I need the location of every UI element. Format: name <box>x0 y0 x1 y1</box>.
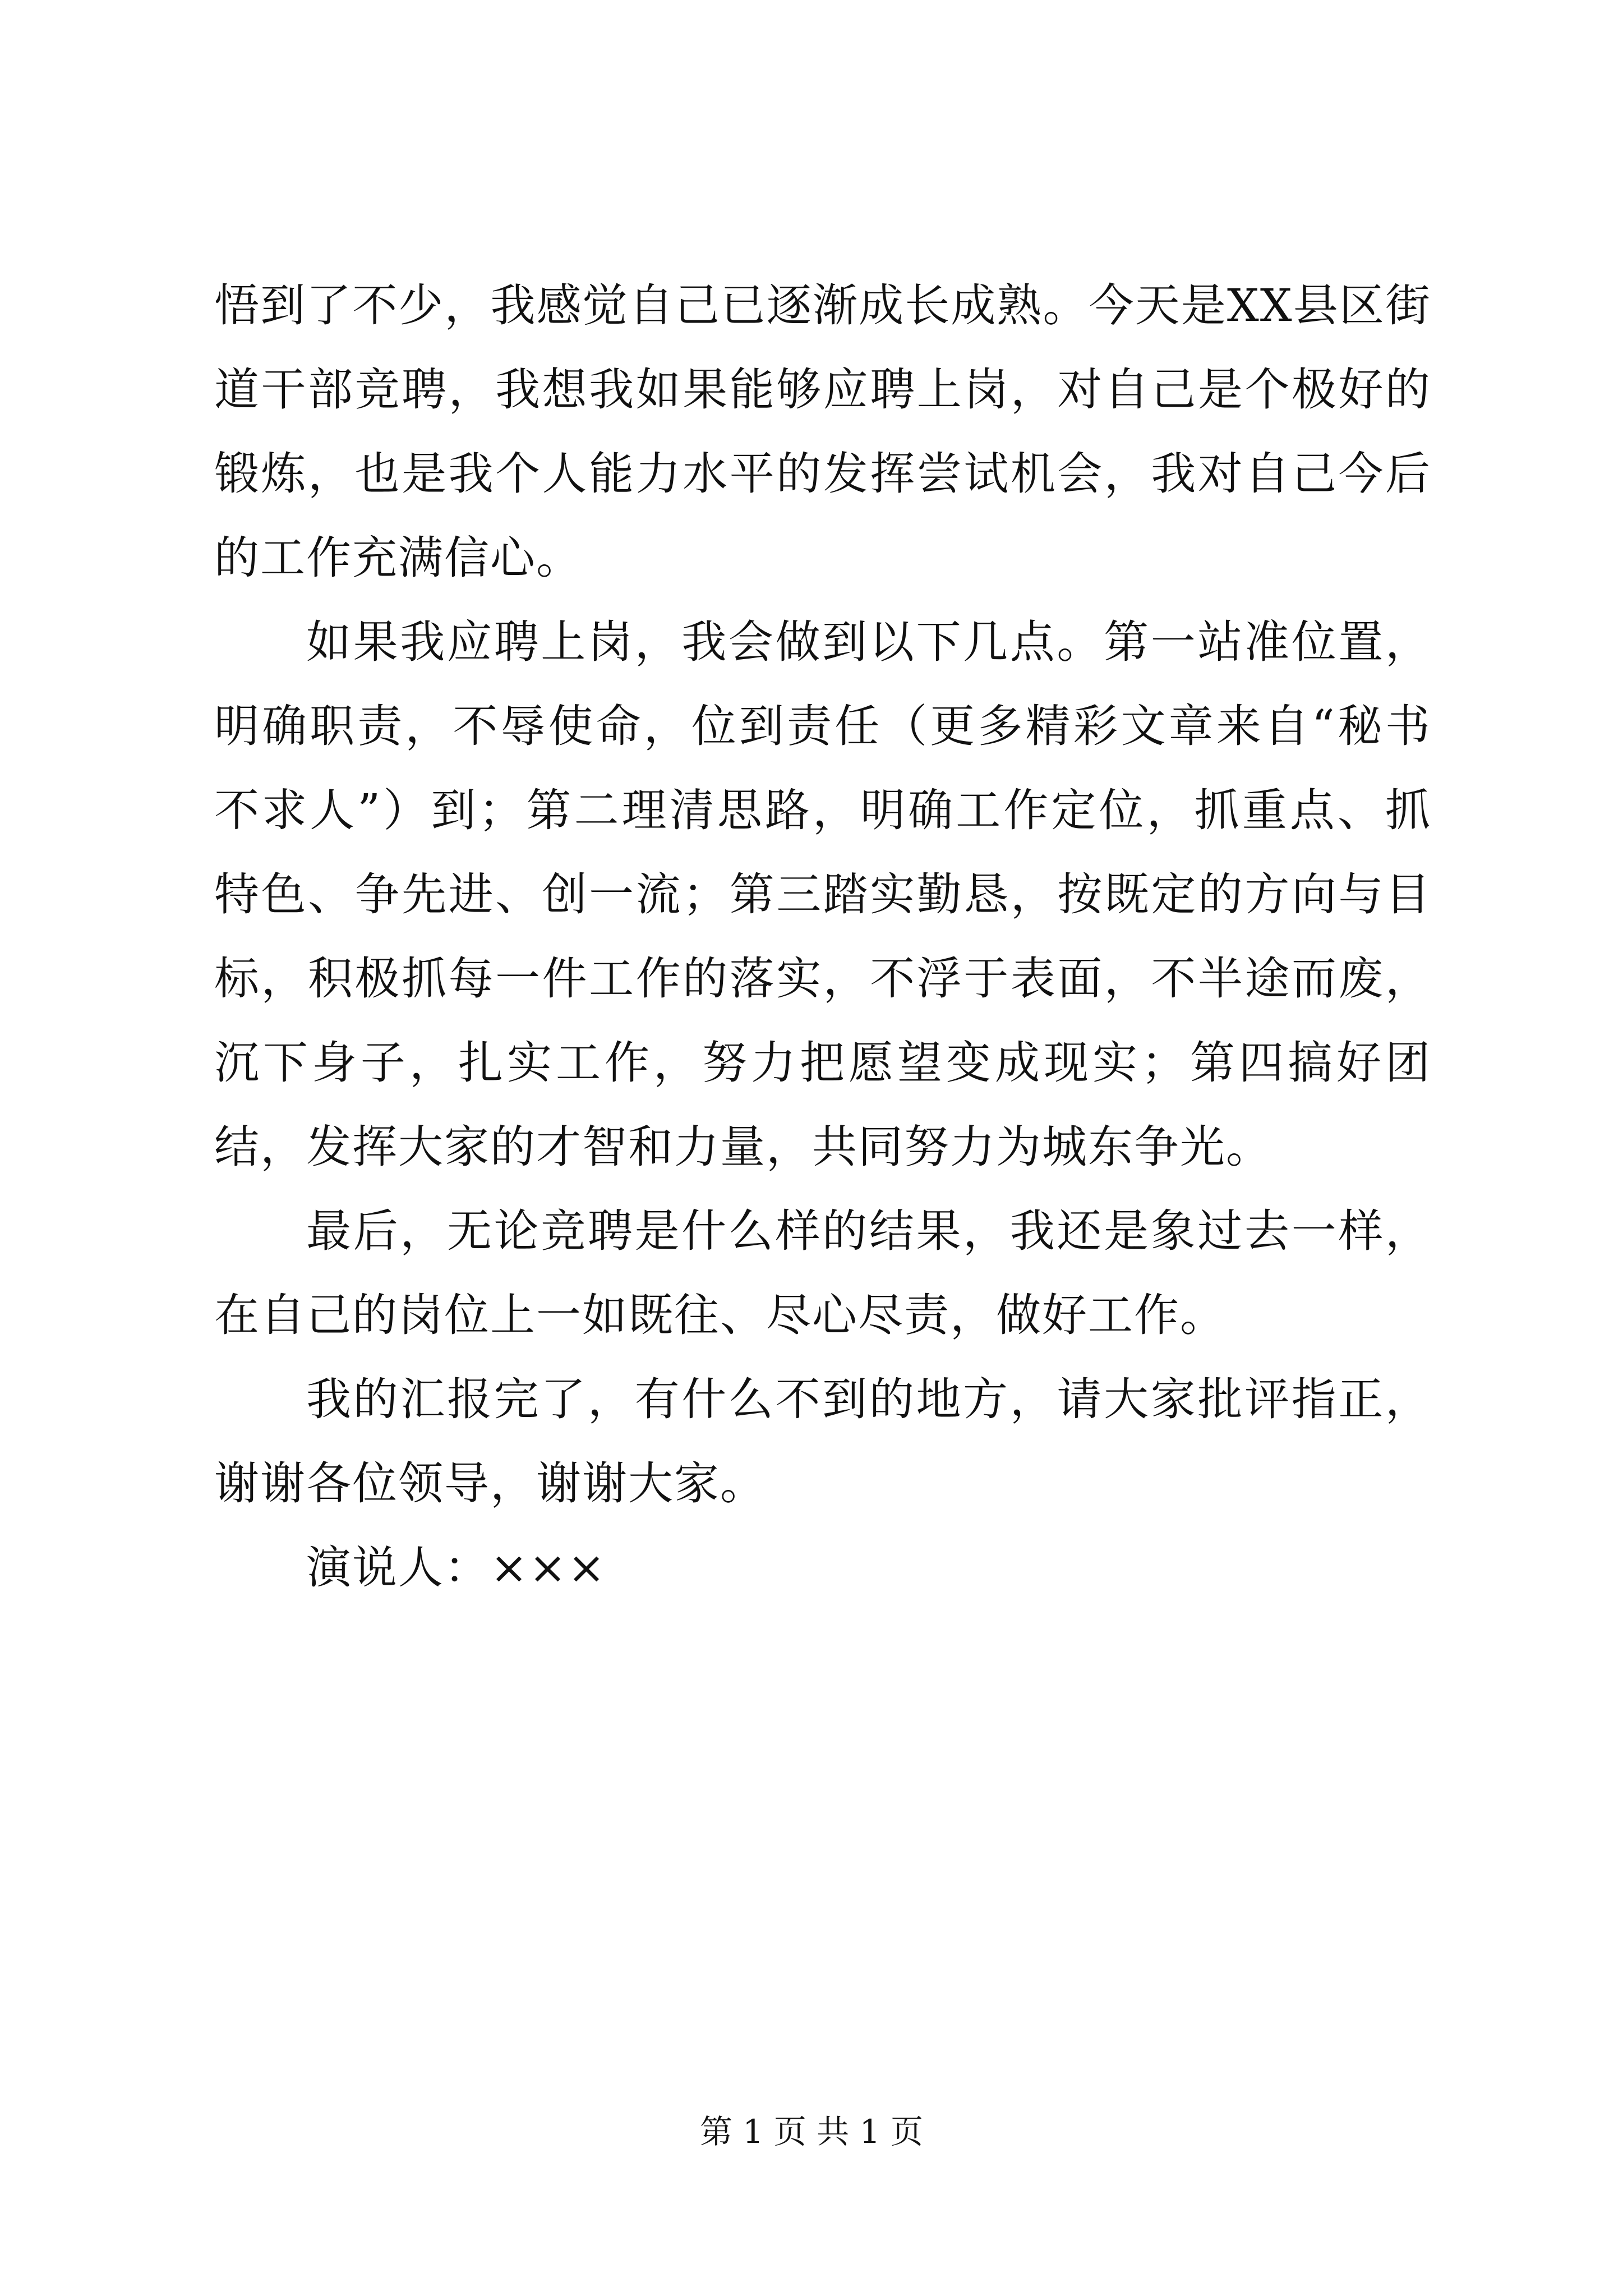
paragraph-thanks: 我的汇报完了，有什么不到的地方，请大家批评指正，谢谢各位领导，谢谢大家。 <box>214 1373 1431 1510</box>
paragraph-commitments: 如果我应聘上岗，我会做到以下几点。第一站准位置，明确职责，不辱使命，位到责任（更多精彩文章来自“秘书不求人”）到；第二理清思路，明确工作定位，抓重点、抓特色、争先进、创一流；第三踏实勤恳，按既定的方向与目标，积极抓每一件工作的落实，不浮于表面，不半途而废，沉下身子，扎实工作，努力把愿望变成现实；第四搞好团结，发挥大家的才智和力量，共同努力为城东争光。 <box>214 616 1431 1173</box>
paragraph-closing: 最后，无论竞聘是什么样的结果，我还是象过去一样，在自己的岗位上一如既往、尽心尽责，做好工作。 <box>214 1205 1431 1341</box>
document-body <box>214 264 1431 1610</box>
paragraph-continuation: 悟到了不少，我感觉自己已逐渐成长成熟。今天是XX县区街道干部竞聘，我想我如果能够应聘上岗，对自己是个极好的锻炼，也是我个人能力水平的发挥尝试机会，我对自己今后的工作充满信心。 <box>214 279 1431 584</box>
speaker-signature: 演说人：××× <box>306 1542 607 1594</box>
page-number-footer: 第 1 页 共 1 页 <box>700 2113 923 2151</box>
